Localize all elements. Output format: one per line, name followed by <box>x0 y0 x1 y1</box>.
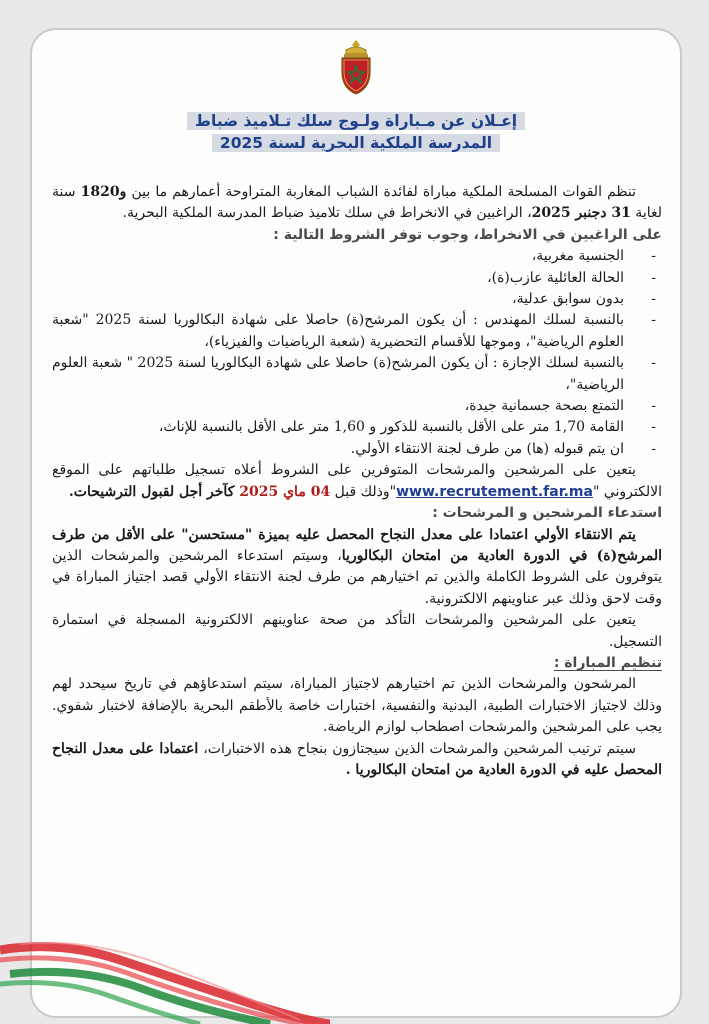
organization-paragraph-2: سيتم ترتيب المرشحين والمرشحات الذين سيجتازون بنجاح هذه الاختبارات، اعتمادا على معدل النجاح المحصل عليه في الدورة العادية من امتحان البكالوريا . <box>52 740 662 778</box>
list-item: - بالنسبة لسلك المهندس : أن يكون المرشح(ة) حاصلا على شهادة البكالوريا لسنة 2025 "شعبة العلوم الرياضية"، وموجها للأقسام التحضيرية (شعبة الرياضيات والفيزياء)، <box>52 310 662 353</box>
list-item: - الجنسية مغربية، <box>52 246 662 267</box>
convocation-heading: استدعاء المرشحين و المرشحات : <box>432 505 662 522</box>
list-item: - بدون سوابق عدلية، <box>52 289 662 310</box>
conditions-heading: على الراغبين في الانخراط، وجوب توفر الشروط التالية : <box>273 226 662 243</box>
title-line-2: المدرسة الملكية البحرية لسنة 2025 <box>32 134 680 152</box>
deadline-date: 04 ماي 2025 <box>239 483 331 500</box>
conditions-list <box>52 246 662 460</box>
convocation-paragraph-2: يتعين على المرشحين والمرشحات التأكد من صحة عناوينهم الالكترونية المسجلة في استمارة التسجيل. <box>52 612 662 650</box>
list-item: - القامة 1,70 متر على الأقل بالنسبة للذكور و 1,60 متر على الأقل بالنسبة للإناث، <box>52 417 662 438</box>
list-item: - بالنسبة لسلك الإجازة : أن يكون المرشح(ة) حاصلا على شهادة البكالوريا لسنة 2025 " شعبة العلوم الرياضية"، <box>52 353 662 396</box>
announcement-document <box>30 28 682 1018</box>
list-item: - الحالة العائلية عازب(ة)، <box>52 268 662 289</box>
royal-armed-forces-emblem <box>334 38 378 96</box>
list-item: - ان يتم قبوله (ها) من طرف لجنة الانتقاء الأولي. <box>52 439 662 460</box>
intro-paragraph: تنظم القوات المسلحة الملكية مباراة لفائدة الشباب المغاربة المتراوحة أعمارهم ما بين 18و20 سنة لغاية 31 دجنبر 2025، الراغبين في الانخراط في سلك تلاميذ ضباط المدرسة الملكية البحرية. <box>52 184 662 222</box>
organization-heading: تنظيم المباراة : <box>553 654 662 671</box>
convocation-paragraph-1: يتم الانتقاء الأولي اعتمادا على معدل النجاح المحصل عليه بميزة "مستحسن" على الأقل من طرف المرشح(ة) في الدورة العادية من امتحان البكالوريا، وسيتم استدعاء المرشحين والمرشحات الذين يتوفرون على الشروط الكاملة والذين تم اختيارهم من طرف لجنة الانتقاء الأولي قصد اجتياز المباراة في وقت لاحق وذلك عبر عناوينهم الالكترونية. <box>52 526 662 607</box>
organization-paragraph-1: المرشحون والمرشحات الذين تم اختيارهم لاجتياز المباراة، سيتم استدعاؤهم في تاريخ سيحدد لهم وذلك لاجتياز الاختبارات الطبية، البدنية والنفسية، اختبارات خاصة بالأطقم البحرية بالإضافة لاختبار شفوي. يجب على المرشحين والمرشحات اصطحاب لوازم الرياضة. <box>52 676 662 736</box>
document-body <box>52 182 662 781</box>
recruitment-website-link[interactable]: www.recrutement.far.ma <box>396 483 593 500</box>
title-line-1: إعـلان عن مـباراة ولـوج سلك تـلاميذ ضباط <box>32 112 680 130</box>
list-item: - التمتع بصحة جسمانية جيدة، <box>52 396 662 417</box>
registration-paragraph: يتعين على المرشحين والمرشحات المتوفرين على الشروط أعلاه تسجيل طلباتهم على الموقع الالكتروني "www.recrutement.far.ma"وذلك قبل 04 ماي 2025 كآخر أجل لقبول الترشيحات. <box>52 462 662 500</box>
